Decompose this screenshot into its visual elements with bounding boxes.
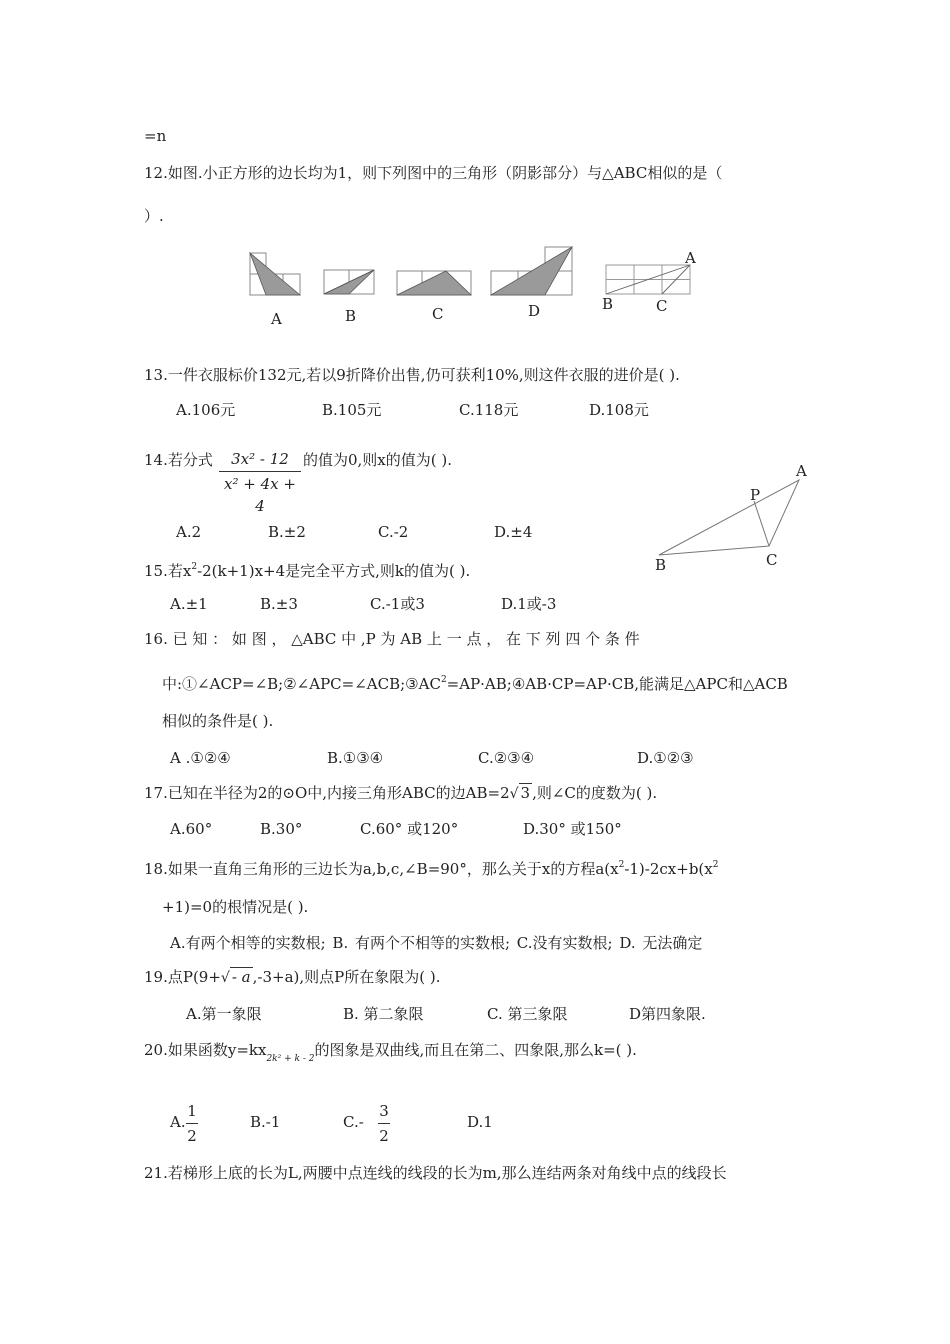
q20-option-c-num: 3 — [379, 1102, 389, 1120]
top-fragment: =n — [144, 127, 167, 145]
q18-options: A.有两个相等的实数根; B. 有两个不相等的实数根; C.没有实数根; D. 无法确定 — [170, 934, 703, 952]
q15-stem-a: 15.若x — [144, 562, 192, 580]
q19-radicand: - a — [231, 968, 251, 986]
q17-radicand: 3 — [520, 784, 531, 802]
q14-option-a: A.2 — [176, 523, 202, 541]
q15-option-a: A.±1 — [170, 595, 208, 613]
triangle-label-a: A — [796, 462, 807, 480]
q12-figure-c — [396, 270, 472, 296]
q20-option-a-den: 2 — [187, 1127, 197, 1145]
q12-figure-a-label: A — [271, 310, 282, 328]
q13-stem: 13.一件衣服标价132元,若以9折降价出售,仍可获利10%,则这件衣服的进价是( ). — [144, 366, 680, 384]
q12-figure-b — [323, 269, 375, 295]
q17-stem-a: 17.已知在半径为2的⊙O中,内接三角形ABC的边AB=2 — [144, 784, 510, 802]
q15-option-c: C.-1或3 — [370, 595, 425, 613]
q12-figure-a — [249, 252, 301, 296]
q17-option-b: B.30° — [260, 820, 303, 838]
q19-option-c: C. 第三象限 — [487, 1005, 568, 1023]
q17-option-c: C.60° 或120° — [360, 820, 459, 838]
q19-stem-b: ,-3+a),则点P所在象限为( ). — [252, 968, 441, 986]
q18-superscript-2: 2 — [712, 860, 719, 870]
q14-prefix: 14.若分式 — [144, 451, 213, 469]
q14-denominator: x² + 4x + 4 — [224, 475, 296, 515]
triangle-label-p: P — [750, 486, 761, 504]
q18-stem-line2: +1)=0的根情况是( ). — [162, 898, 309, 916]
q18-line1-b: -1)-2cx+b(x — [624, 860, 713, 878]
q19-option-d: D第四象限. — [629, 1005, 706, 1023]
q16-option-d: D.①②③ — [637, 749, 694, 767]
q13-option-d: D.108元 — [589, 401, 649, 419]
q13-option-a: A.106元 — [176, 401, 236, 419]
q16-option-a: A .①②④ — [170, 749, 231, 767]
q20-option-a-fraction — [186, 1100, 198, 1147]
q20-option-b: B.-1 — [250, 1113, 281, 1131]
q13-option-b: B.105元 — [322, 401, 382, 419]
q16-line2-a: 中:①∠ACP=∠B;②∠APC=∠ACB;③AC — [162, 675, 441, 693]
q12-stem-line2: ）. — [144, 207, 164, 225]
q14-option-b: B.±2 — [268, 523, 306, 541]
q19-option-b: B. 第二象限 — [343, 1005, 424, 1023]
q16-stem-line2 — [162, 670, 788, 694]
q21-stem-line1: 21.若梯形上底的长为L,两腰中点连线的线段的长为m,那么连结两条对角线中点的线段长 — [144, 1164, 727, 1182]
triangle-label-c: C — [766, 551, 778, 569]
q17-option-d: D.30° 或150° — [523, 820, 622, 838]
q20-option-a-prefix: A. — [170, 1113, 186, 1131]
q20-option-d: D.1 — [467, 1113, 493, 1131]
q12-reference-label-a: A — [685, 249, 696, 267]
q16-option-b: B.①③④ — [327, 749, 384, 767]
q18-stem-line1 — [144, 855, 718, 879]
q19-stem — [144, 967, 440, 988]
q20-option-a-num: 1 — [187, 1102, 197, 1120]
q12-figure-c-label: C — [432, 305, 444, 323]
triangle-label-b: B — [655, 556, 667, 574]
q12-figure-b-label: B — [345, 307, 357, 325]
q12-stem-line1: 12.如图.小正方形的边长均为1，则下列图中的三角形（阴影部分）与△ABC相似的是（ — [144, 164, 723, 182]
q16-stem-line1: 16. 已 知 ： 如 图 ， △ABC 中 ,P 为 AB 上 一 点 ， 在 下 列 四 个 条 件 — [144, 630, 640, 648]
q15-superscript: 2 — [191, 562, 198, 572]
q17-option-a: A.60° — [170, 820, 213, 838]
q16-superscript: 2 — [440, 675, 447, 685]
q20-exponent: 2k² + k - 2 — [266, 1054, 315, 1064]
q16-option-c: C.②③④ — [478, 749, 535, 767]
q18-line1-a: 18.如果一直角三角形的三边长为a,b,c,∠B=90°，那么关于x的方程a(x — [144, 860, 619, 878]
q14-option-c: C.-2 — [378, 523, 409, 541]
q15-stem-b: -2(k+1)x+4是完全平方式,则k的值为( ). — [197, 562, 471, 580]
q16-stem-line3: 相似的条件是( ). — [162, 712, 274, 730]
q12-figure-d — [490, 246, 574, 296]
q16-line2-b: =AP·AB;④AB·CP=AP·CB,能满足△APC和△ACB — [446, 675, 788, 693]
q20-stem — [144, 1040, 637, 1069]
q19-option-a: A.第一象限 — [186, 1005, 262, 1023]
q18-superscript-1: 2 — [618, 860, 625, 870]
q14-fraction — [219, 448, 301, 517]
q20-stem-b: 的图象是双曲线,而且在第二、四象限,那么k=( ). — [314, 1041, 637, 1059]
q20-option-c-fraction — [378, 1100, 390, 1147]
q15-option-d: D.1或-3 — [501, 595, 557, 613]
q15-option-b: B.±3 — [260, 595, 298, 613]
q20-option-c-den: 2 — [379, 1127, 389, 1145]
q17-stem — [144, 783, 657, 804]
sqrt-icon: √ — [220, 970, 230, 986]
triangle-apc-figure — [655, 475, 805, 560]
q14-suffix: 的值为0,则x的值为( ). — [303, 451, 453, 469]
q20-option-c-prefix: C.- — [343, 1113, 364, 1131]
q14-numerator: 3x² - 12 — [231, 450, 289, 468]
q12-reference-label-c: C — [656, 297, 668, 315]
q12-reference-abc — [605, 264, 691, 296]
q19-stem-a: 19.点P(9+ — [144, 968, 221, 986]
q12-figure-d-label: D — [528, 302, 541, 320]
q12-reference-label-b: B — [602, 295, 614, 313]
q14-option-d: D.±4 — [494, 523, 533, 541]
q20-stem-a: 20.如果函数y=kx — [144, 1041, 267, 1059]
q13-option-c: C.118元 — [459, 401, 519, 419]
sqrt-icon: √ — [509, 786, 519, 802]
q15-stem — [144, 557, 470, 581]
q17-stem-b: ,则∠C的度数为( ). — [532, 784, 658, 802]
